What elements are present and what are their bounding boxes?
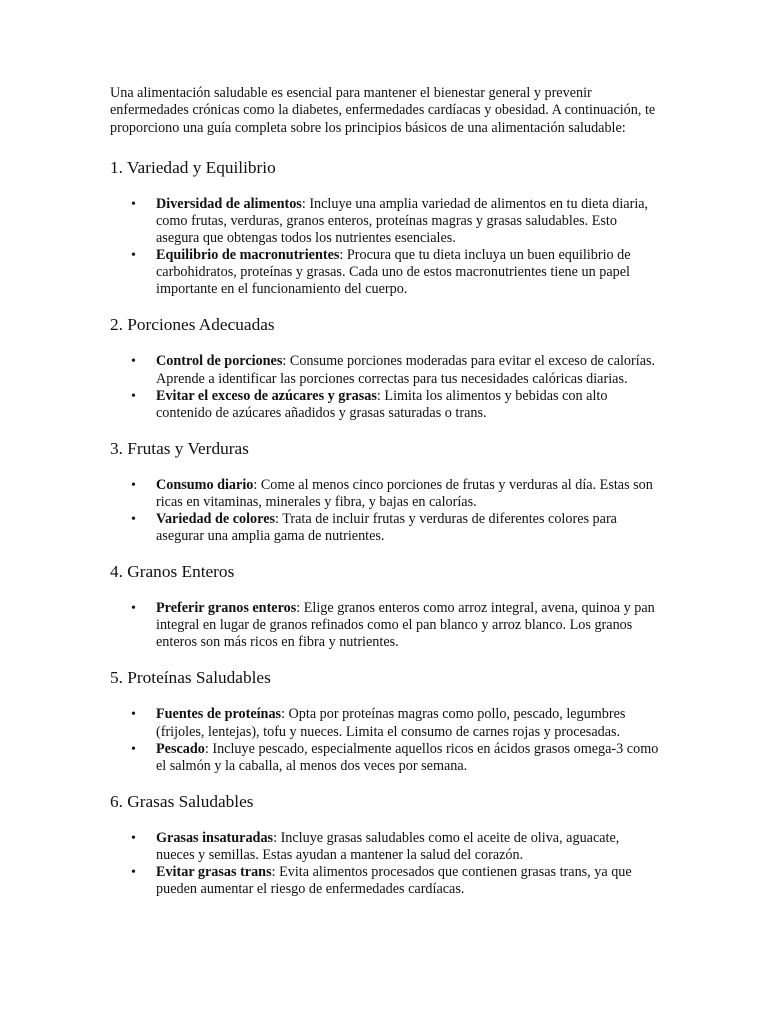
list-item xyxy=(110,353,660,387)
section-title: 6. Grasas Saludables xyxy=(110,791,254,811)
bullet-icon: • xyxy=(131,830,136,846)
bullet-icon: • xyxy=(131,354,136,370)
item-text: : Incluye una amplia variedad de alimentos en tu dieta diaria, como frutas, verduras, granos enteros, proteínas magras y grasas saludables. Esto asegura que obtengas todos los nutrientes esenciales. xyxy=(156,195,649,247)
section-title: 1. Variedad y Equilibrio xyxy=(110,157,276,177)
list-item xyxy=(110,388,660,422)
item-text: : Evita alimentos procesados que contienen grasas trans, ya que pueden aumentar el riesgo de enfermedades cardíacas. xyxy=(156,864,632,898)
item-term: Equilibrio de macronutrientes xyxy=(156,247,340,264)
item-text: : Incluye pescado, especialmente aquellos ricos en ácidos grasos omega-3 como el salmón y la caballa, al menos dos veces por semana. xyxy=(156,740,659,774)
bullet-list xyxy=(110,477,660,545)
item-term: Control de porciones xyxy=(156,353,283,370)
item-term: Pescado xyxy=(156,740,205,757)
item-text: : Come al menos cinco porciones de frutas y verduras al día. Estas son ricas en vitaminas, minerales y fibra, y bajas en calorías. xyxy=(156,476,653,510)
item-text: : Procura que tu dieta incluya un buen equilibrio de carbohidratos, proteínas y grasas. Cada uno de estos macronutrientes tiene un papel importante en el funcionamiento del cuerpo. xyxy=(156,247,631,298)
list-item xyxy=(110,247,660,298)
intro-paragraph: Una alimentación saludable es esencial para mantener el bienestar general y prevenir enfermedades crónicas como la diabetes, enfermedades cardíacas y obesidad. A continuación, te proporciono una guía completa sobre los principios básicos de una alimentación saludable: xyxy=(110,85,656,136)
item-text: : Elige granos enteros como arroz integral, avena, quinoa y pan integral en lugar de granos refinados como el pan blanco y arroz blanco. Los granos enteros son más ricos en fibra y nutrientes. xyxy=(156,600,655,651)
bullet-icon: • xyxy=(131,741,136,757)
bullet-list xyxy=(110,600,660,651)
bullet-icon: • xyxy=(131,512,136,528)
bullet-list xyxy=(110,830,660,898)
list-item xyxy=(110,196,660,247)
bullet-icon: • xyxy=(131,707,136,723)
list-item xyxy=(110,706,660,740)
item-term: Fuentes de proteínas xyxy=(156,706,282,723)
item-term: Consumo diario xyxy=(156,476,254,493)
item-term: Evitar grasas trans xyxy=(156,864,272,881)
item-text: : Opta por proteínas magras como pollo, pescado, legumbres (frijoles, lentejas), tofu y nueces. Limita el consumo de carnes rojas y procesadas. xyxy=(156,706,626,740)
list-item xyxy=(110,741,660,775)
bullet-icon: • xyxy=(131,601,136,617)
bullet-list xyxy=(110,706,660,774)
item-term: Preferir granos enteros xyxy=(156,600,297,617)
section-title: 5. Proteínas Saludables xyxy=(110,668,271,688)
bullet-icon: • xyxy=(131,865,136,881)
bullet-icon: • xyxy=(131,477,136,493)
item-text: : Consume porciones moderadas para evitar el exceso de calorías. Aprende a identificar las porciones correctas para tus necesidades calóricas diarias. xyxy=(156,353,656,387)
list-item xyxy=(110,511,660,545)
item-term: Evitar el exceso de azúcares y grasas xyxy=(156,387,377,404)
list-item xyxy=(110,477,660,511)
bullet-icon: • xyxy=(131,196,136,212)
section-title: 4. Granos Enteros xyxy=(110,562,235,582)
list-item xyxy=(110,830,660,864)
list-item xyxy=(110,600,660,651)
item-term: Grasas insaturadas xyxy=(156,829,274,846)
bullet-icon: • xyxy=(131,388,136,404)
item-term: Diversidad de alimentos xyxy=(156,195,302,212)
item-text: : Incluye grasas saludables como el aceite de oliva, aguacate, nueces y semillas. Estas ayudan a mantener la salud del corazón. xyxy=(156,829,620,863)
section-title: 3. Frutas y Verduras xyxy=(110,438,249,458)
list-item xyxy=(110,864,660,898)
bullet-icon: • xyxy=(131,248,136,264)
item-text: : Trata de incluir frutas y verduras de diferentes colores para asegurar una amplia gama de nutrientes. xyxy=(156,511,617,545)
item-text: : Limita los alimentos y bebidas con alto contenido de azúcares añadidos y grasas saturadas o trans. xyxy=(156,387,608,421)
item-term: Variedad de colores xyxy=(156,511,276,528)
section-title: 2. Porciones Adecuadas xyxy=(110,315,275,335)
bullet-list xyxy=(110,196,660,299)
document-page xyxy=(110,85,660,898)
bullet-list xyxy=(110,353,660,421)
